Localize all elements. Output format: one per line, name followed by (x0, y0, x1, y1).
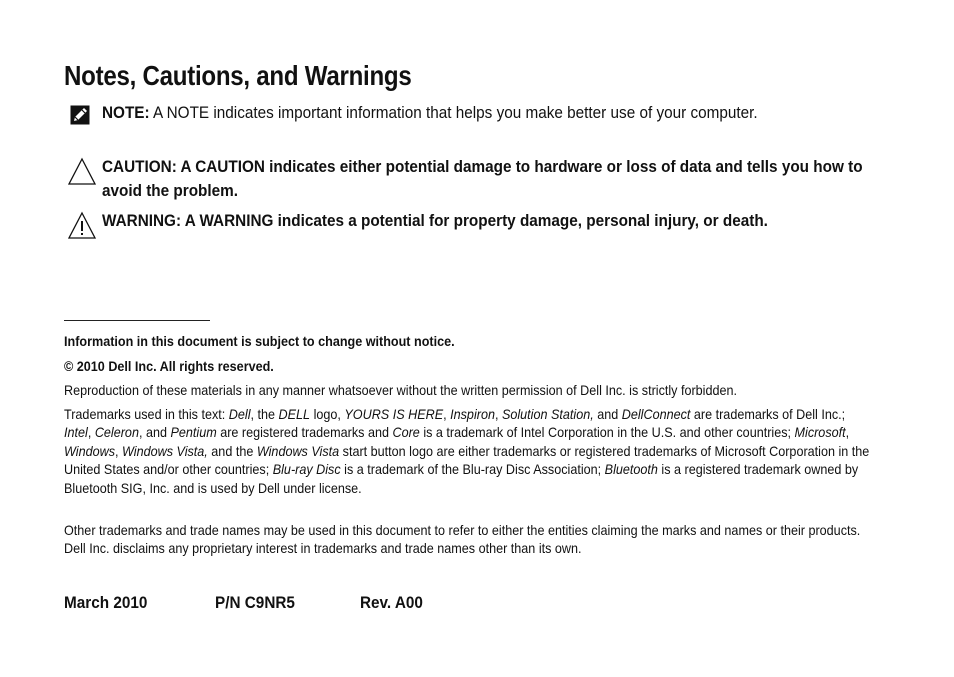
warning-icon (67, 211, 97, 240)
trademark-text-run: logo, (310, 406, 345, 422)
footnote-divider (64, 320, 210, 321)
trademark-name: Bluetooth (604, 461, 658, 478)
trademarks-text (64, 405, 874, 497)
trademark-text-run: , (443, 406, 451, 422)
trademark-text-run: , (494, 406, 502, 422)
trademark-text-run: and the (207, 442, 257, 459)
trademark-text-run: are registered trademarks and (216, 424, 393, 441)
copyright-text: © 2010 Dell Inc. All rights reserved. (64, 358, 274, 374)
trademark-name: Windows Vista, (122, 442, 208, 459)
note-notice (102, 101, 872, 125)
revision: Rev. A00 (360, 593, 423, 612)
trademark-name: Microsoft (794, 424, 846, 441)
copyright (64, 357, 793, 375)
trademark-text-run: is a trademark of the Blu-ray Disc Association; (340, 461, 605, 478)
trademark-name: YOURS IS HERE (344, 406, 444, 422)
trademark-name: DellConnect (621, 406, 691, 422)
trademark-text-run: is a registered trademark owned by Bluetooth SIG, Inc. and is used by Dell under license. (64, 461, 859, 496)
other-trademarks-text: Other trademarks and trade names may be used in this document to refer to either the entities claiming the marks and names or their products. Dell Inc. disclaims any proprietary interest in trademarks and trade names other than its own. (64, 522, 861, 557)
trademark-text-run: , and (138, 424, 171, 441)
reproduction-text: Reproduction of these materials in any manner whatsoever without the written permission of Dell Inc. is strictly forbidden. (64, 382, 738, 398)
trademarks-paragraph (64, 405, 870, 497)
trademark-text-run: , (115, 442, 123, 459)
note-text: A NOTE indicates important information that helps you make better use of your computer. (149, 103, 758, 122)
caution-text: CAUTION: A CAUTION indicates either potential damage to hardware or loss of data and tells you how to avoid the problem. (102, 157, 863, 200)
trademark-text-run: and (593, 406, 622, 422)
note-label: NOTE: (102, 103, 150, 122)
other-trademarks-paragraph (64, 521, 861, 558)
trademark-name: Windows (64, 442, 116, 459)
caution-notice (102, 155, 872, 203)
reproduction-notice (64, 381, 793, 399)
caution-icon (67, 157, 97, 186)
trademark-text-run: start button logo are either trademarks or registered trademarks of Microsoft Corporation in the United States and/or other countries; (64, 442, 870, 478)
warning-text: WARNING: A WARNING indicates a potential for property damage, personal injury, or death. (102, 211, 768, 230)
trademark-text-run: Trademarks used in this text: (64, 406, 229, 422)
trademark-name: Dell (228, 406, 251, 422)
change-notice-text: Information in this document is subject to change without notice. (64, 333, 455, 349)
trademark-name: Core (392, 424, 420, 441)
publication-date: March 2010 (64, 593, 148, 612)
trademark-text-run: , the (250, 406, 279, 422)
trademark-name: Windows Vista (256, 442, 340, 459)
trademark-text-run: , (87, 424, 95, 441)
trademark-text-run: are trademarks of Dell Inc.; (690, 406, 846, 422)
trademark-name: Intel (64, 424, 88, 441)
part-number: P/N C9NR5 (215, 593, 295, 612)
page-title: Notes, Cautions, and Warnings (64, 60, 412, 91)
trademark-name: Celeron (94, 424, 139, 441)
change-notice (64, 332, 793, 350)
trademark-name: Pentium (170, 424, 217, 441)
trademark-text-run: is a trademark of Intel Corporation in the U.S. and other countries; (419, 424, 795, 441)
warning-notice (102, 209, 872, 233)
note-icon (70, 105, 90, 125)
trademark-name: DELL (278, 406, 311, 422)
trademark-text-run: , (845, 424, 850, 441)
trademark-name: Inspiron (450, 406, 495, 422)
trademark-name: Solution Station, (501, 406, 594, 422)
trademark-name: Blu-ray Disc (272, 461, 341, 478)
